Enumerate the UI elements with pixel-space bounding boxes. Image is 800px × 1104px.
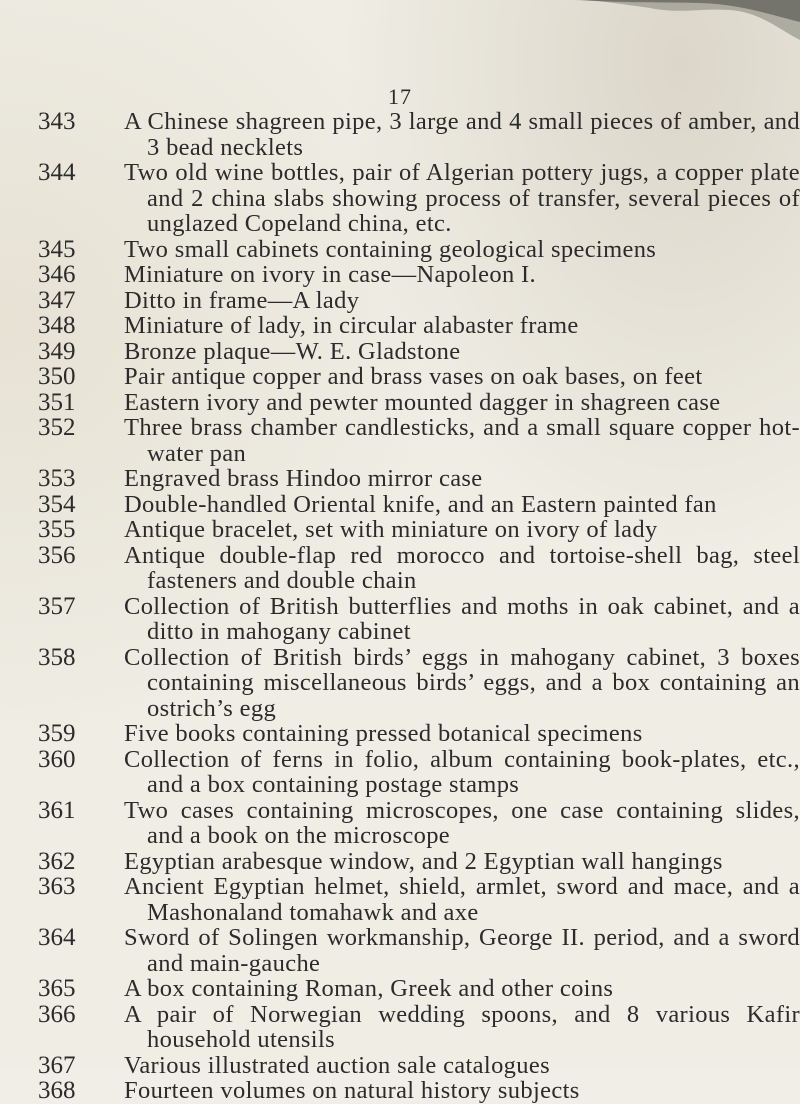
lot-description: Antique double-flap red morocco and tortoise-shell bag, steel fasteners and double chain (124, 541, 800, 594)
lot-entry (0, 1002, 800, 1053)
lot-description: A box containing Roman, Greek and other coins (124, 975, 614, 1002)
lot-number: 351 (38, 388, 76, 416)
lot-entry (0, 594, 800, 645)
lot-description: Collection of British birds’ eggs in mahogany cabinet, 3 boxes containing miscellaneous birds’ eggs, and a box containing an ostrich’s egg (124, 643, 800, 722)
lot-number: 365 (38, 975, 76, 1002)
lot-description: Two old wine bottles, pair of Algerian pottery jugs, a copper plate and 2 china slabs showing process of transfer, several pieces of unglazed Copeland china, etc. (124, 159, 800, 237)
lot-number: 360 (38, 745, 76, 773)
lot-description: Five books containing pressed botanical specimens (124, 720, 643, 747)
lot-description: Miniature on ivory in case—Napoleon I. (124, 261, 536, 288)
lot-number: 362 (38, 847, 76, 875)
lot-entry (0, 925, 800, 976)
page-number: 17 (388, 84, 412, 109)
lot-number: 364 (38, 924, 76, 951)
lot-number: 353 (38, 465, 76, 492)
lot-description: Miniature of lady, in circular alabaster frame (124, 312, 579, 339)
lot-number: 352 (38, 414, 76, 441)
lot-list (0, 109, 800, 1104)
lot-description: Collection of ferns in folio, album containing book-plates, etc., and a box containing postage stamps (124, 745, 800, 798)
lot-description: Engraved brass Hindoo mirror case (124, 465, 483, 492)
lot-description: Bronze plaque—W. E. Gladstone (124, 337, 461, 365)
lot-number: 354 (38, 490, 76, 518)
lot-entry (0, 849, 800, 875)
lot-description: Ancient Egyptian helmet, shield, armlet, sword and mace, and a Mashonaland tomahawk and axe (124, 873, 800, 926)
lot-number: 355 (38, 516, 76, 543)
lot-entry (0, 492, 800, 518)
lot-entry (0, 517, 800, 543)
lot-entry (0, 262, 800, 288)
lot-entry (0, 645, 800, 722)
lot-description: Two small cabinets containing geological specimens (124, 235, 657, 263)
lot-description: Collection of British butterflies and moths in oak cabinet, and a ditto in mahogany cabinet (124, 592, 800, 645)
lot-entry (0, 976, 800, 1002)
lot-description: Fourteen volumes on natural history subjects (124, 1077, 580, 1104)
lot-number: 345 (38, 235, 76, 263)
lot-number: 358 (38, 643, 76, 671)
lot-number: 368 (38, 1077, 76, 1104)
lot-number: 356 (38, 541, 76, 569)
lot-entry (0, 364, 800, 390)
lot-entry (0, 237, 800, 263)
lot-number: 346 (38, 261, 76, 288)
lot-entry (0, 747, 800, 798)
lot-entry (0, 1078, 800, 1104)
lot-number: 367 (38, 1051, 76, 1079)
lot-entry (0, 466, 800, 492)
lot-entry (0, 313, 800, 339)
lot-number: 347 (38, 286, 76, 314)
lot-entry (0, 109, 800, 160)
lot-entry (0, 339, 800, 365)
lot-description: A pair of Norwegian wedding spoons, and 8 various Kafir household utensils (124, 1000, 800, 1053)
lot-number: 366 (38, 1000, 76, 1028)
lot-entry (0, 721, 800, 747)
torn-paper-edge (380, 0, 800, 60)
lot-entry (0, 1053, 800, 1079)
lot-number: 343 (38, 108, 76, 135)
lot-description: A Chinese shagreen pipe, 3 large and 4 small pieces of amber, and 3 bead necklets (124, 108, 800, 161)
lot-entry (0, 288, 800, 314)
lot-description: Various illustrated auction sale catalogues (124, 1051, 550, 1079)
lot-description: Pair antique copper and brass vases on oak bases, on feet (124, 363, 703, 390)
lot-number: 361 (38, 796, 76, 824)
lot-entry (0, 543, 800, 594)
lot-description: Antique bracelet, set with miniature on ivory of lady (124, 516, 658, 543)
lot-number: 357 (38, 592, 76, 620)
lot-entry (0, 874, 800, 925)
lot-entry (0, 160, 800, 237)
lot-description: Eastern ivory and pewter mounted dagger in shagreen case (124, 388, 721, 416)
lot-entry (0, 415, 800, 466)
lot-number: 344 (38, 159, 76, 186)
lot-number: 350 (38, 363, 76, 390)
lot-number: 348 (38, 312, 76, 339)
lot-description: Double-handled Oriental knife, and an Eastern painted fan (124, 490, 717, 518)
lot-number: 359 (38, 720, 76, 747)
lot-description: Two cases containing microscopes, one case containing slides, and a book on the microscope (124, 796, 800, 849)
lot-entry (0, 390, 800, 416)
lot-description: Ditto in frame—A lady (124, 286, 360, 314)
lot-description: Sword of Solingen workmanship, George II. period, and a sword and main-gauche (124, 924, 800, 977)
lot-number: 363 (38, 873, 76, 900)
lot-description: Egyptian arabesque window, and 2 Egyptian wall hangings (124, 847, 723, 875)
lot-entry (0, 798, 800, 849)
lot-number: 349 (38, 337, 76, 365)
lot-description: Three brass chamber candlesticks, and a small square copper hot-water pan (124, 414, 800, 467)
